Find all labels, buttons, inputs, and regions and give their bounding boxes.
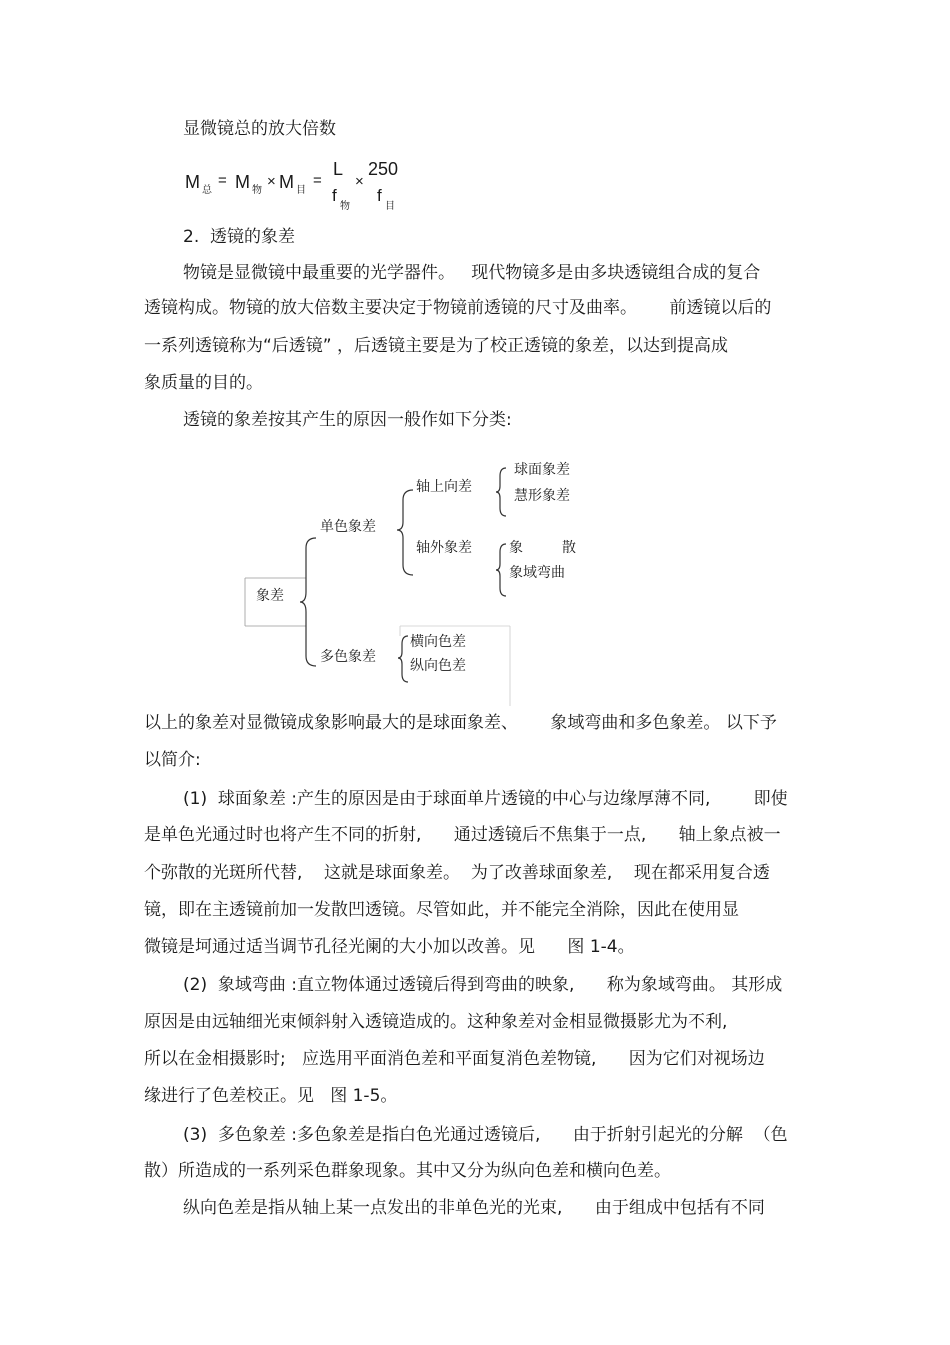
para1-line-4: 象质量的目的。 bbox=[144, 373, 263, 393]
formula-heading: 显微镜总的放大倍数 bbox=[183, 119, 336, 139]
formula-sub-obj: 物 bbox=[252, 185, 262, 196]
tree-root: 象差 bbox=[256, 588, 284, 604]
tree-axial: 轴上向差 bbox=[416, 479, 472, 495]
tree-mono: 单色象差 bbox=[320, 519, 376, 535]
tree-lateral: 横向色差 bbox=[410, 634, 466, 650]
tree-spherical: 球面象差 bbox=[514, 462, 570, 478]
formula-m-eye: M bbox=[279, 172, 294, 192]
tree-field: 象域弯曲 bbox=[509, 565, 565, 581]
para7-line-1: 纵向色差是指从轴上某一点发出的非单色光的光束, 由于组成中包括有不同 bbox=[183, 1198, 765, 1218]
section-title: 2. 透镜的象差 bbox=[183, 227, 296, 247]
tree-astig-a: 象 bbox=[509, 540, 523, 556]
para6-line-2: 散）所造成的一系列采色群象现象。其中又分为纵向色差和横向色差。 bbox=[144, 1161, 671, 1181]
formula-numerator-l: L bbox=[333, 159, 344, 179]
formula-m-obj: M bbox=[235, 172, 250, 192]
para4-line-4: 镜，即在主透镜前加一发散凹透镜。尽管如此，并不能完全消除，因此在使用显 bbox=[144, 900, 739, 920]
tree-longitudinal: 纵向色差 bbox=[410, 658, 466, 674]
formula-eq-1: = bbox=[218, 172, 227, 189]
para5-line-3: 所以在金相摄影时; 应选用平面消色差和平面复消色差物镜, 因为它们对视场边 bbox=[144, 1049, 765, 1069]
para2-line: 透镜的象差按其产生的原因一般作如下分类: bbox=[183, 410, 512, 430]
formula-sub-eye: 目 bbox=[296, 185, 306, 196]
tree-poly: 多色象差 bbox=[320, 649, 376, 665]
para5-line-4: 缘进行了色差校正。见 图 1-5。 bbox=[144, 1086, 398, 1106]
formula-m-total: M bbox=[185, 172, 200, 192]
para4-line-1: (1) 球面象差 :产生的原因是由于球面单片透镜的中心与边缘厚薄不同, 即使 bbox=[183, 789, 788, 809]
para4-line-2: 是单色光通过时也将产生不同的折射, 通过透镜后不焦集于一点, 轴上象点被一 bbox=[144, 825, 781, 845]
formula-den-sub-eye: 目 bbox=[385, 201, 395, 212]
tree-offaxis: 轴外象差 bbox=[416, 540, 472, 556]
para1-line-3: 一系列透镜称为“后透镜” ，后透镜主要是为了校正透镜的象差，以达到提高成 bbox=[144, 336, 729, 356]
para5-line-2: 原因是由远轴细光束倾斜射入透镜造成的。这种象差对金相显微摄影尤为不利, bbox=[144, 1012, 728, 1032]
para3-line-2: 以简介: bbox=[144, 750, 201, 770]
para5-line-1: (2) 象域弯曲 :直立物体通过透镜后得到弯曲的映象, 称为象域弯曲。 其形成 bbox=[183, 975, 783, 995]
formula-numerator-250: 250 bbox=[368, 159, 399, 179]
para4-line-5: 微镜是坷通过适当调节孔径光阑的大小加以改善。见 图 1-4。 bbox=[144, 937, 635, 957]
formula-den-sub-obj: 物 bbox=[340, 201, 350, 212]
formula-eq-2: = bbox=[313, 172, 322, 189]
formula-times-2: × bbox=[355, 173, 364, 190]
para3-line-1: 以上的象差对显微镜成象影响最大的是球面象差、 象域弯曲和多色象差。 以下予 bbox=[144, 713, 777, 733]
para6-line-1: (3) 多色象差 :多色象差是指白色光通过透镜后, 由于折射引起光的分解 （色 bbox=[183, 1125, 788, 1145]
formula-times-1: × bbox=[267, 173, 276, 190]
para1-line-1: 物镜是显微镜中最重要的光学器件。 现代物镜多是由多块透镜组合成的复合 bbox=[183, 263, 761, 283]
formula-denominator-f-obj: f bbox=[332, 186, 337, 205]
para4-line-3: 个弥散的光斑所代替, 这就是球面象差。 为了改善球面象差, 现在都采用复合透 bbox=[144, 863, 770, 883]
tree-astig-b: 散 bbox=[562, 540, 576, 556]
tree-coma: 慧形象差 bbox=[514, 488, 570, 504]
para1-line-2: 透镜构成。物镜的放大倍数主要决定于物镜前透镜的尺寸及曲率。 前透镜以后的 bbox=[144, 298, 772, 318]
formula-sub-total: 总 bbox=[202, 185, 212, 196]
formula-denominator-f-eye: f bbox=[377, 186, 382, 205]
